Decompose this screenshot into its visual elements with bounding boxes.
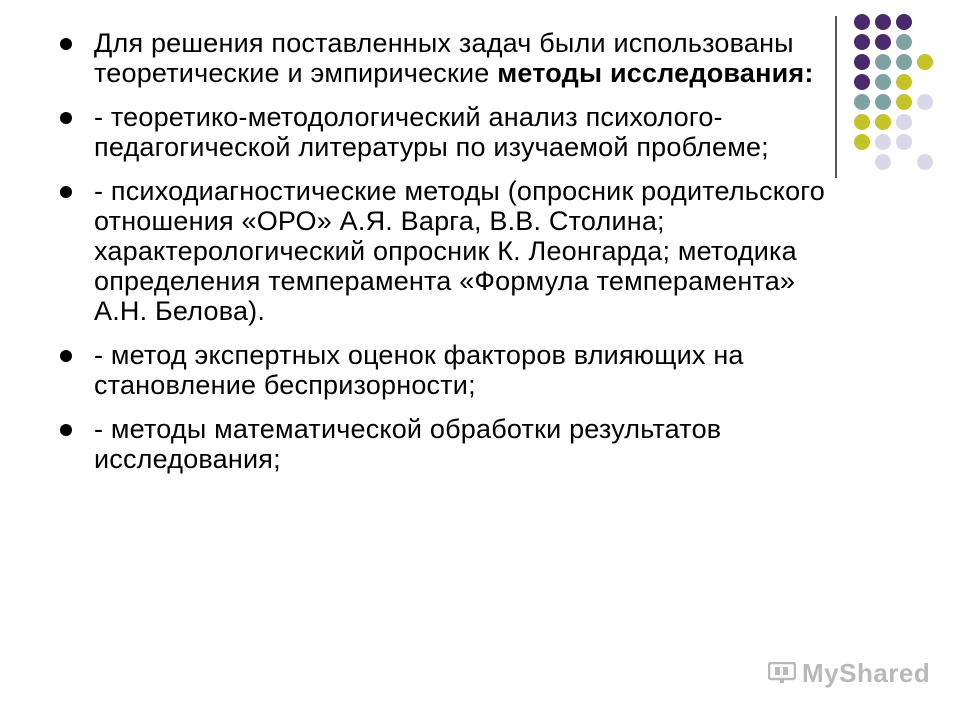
logo-text: MyShared (802, 657, 931, 688)
bullet-marker (60, 424, 72, 436)
bullet-marker (60, 112, 72, 124)
bullet-marker (60, 186, 72, 198)
bullet-marker (60, 38, 72, 50)
dot (875, 74, 891, 90)
bullet-text: - теоретико-методологический анализ психолого- педагогической литературы по изучаемой проблеме; (94, 102, 769, 162)
dot (917, 54, 933, 70)
dot (917, 154, 933, 170)
decorative-dot-grid (850, 14, 950, 154)
bullet-marker (60, 350, 72, 362)
dot (854, 114, 870, 130)
dot (854, 54, 870, 70)
dot (917, 94, 933, 110)
dot (896, 134, 912, 150)
dot (896, 14, 912, 30)
dot (854, 94, 870, 110)
bullet-item (60, 28, 850, 88)
bullet-text: - психодиагностические методы (опросник родительского отношения «ОРО» А.Я. Варга, В.В. Столина; характерологический опросник К. Леонгарда; методика определения темперамента «Формула темперамента» А.Н. Белова). (94, 176, 825, 326)
dot (854, 14, 870, 30)
dot (896, 94, 912, 110)
dot (854, 74, 870, 90)
dot (875, 54, 891, 70)
bullet-item (60, 102, 850, 162)
dot (896, 114, 912, 130)
bullet-item (60, 414, 850, 474)
dot (875, 134, 891, 150)
dot (896, 34, 912, 50)
dot (875, 154, 891, 170)
dot (896, 74, 912, 90)
bullet-bold-text: методы исследования: (497, 58, 814, 88)
bullet-item (60, 176, 850, 326)
bullet-list (60, 28, 850, 488)
bullet-text: Для решения поставленных задач были использованы теоретические и эмпирические (94, 28, 794, 88)
dot (875, 34, 891, 50)
dot (875, 114, 891, 130)
myshared-logo (768, 658, 930, 688)
bullet-text: - методы математической обработки результатов исследования; (94, 414, 722, 474)
dot (896, 54, 912, 70)
dot (854, 34, 870, 50)
dot (875, 14, 891, 30)
bullet-text: - метод экспертных оценок факторов влияющих на становление беспризорности; (94, 340, 744, 400)
dot (854, 134, 870, 150)
dot (875, 94, 891, 110)
bullet-item (60, 340, 850, 400)
presentation-board-icon (768, 662, 796, 684)
